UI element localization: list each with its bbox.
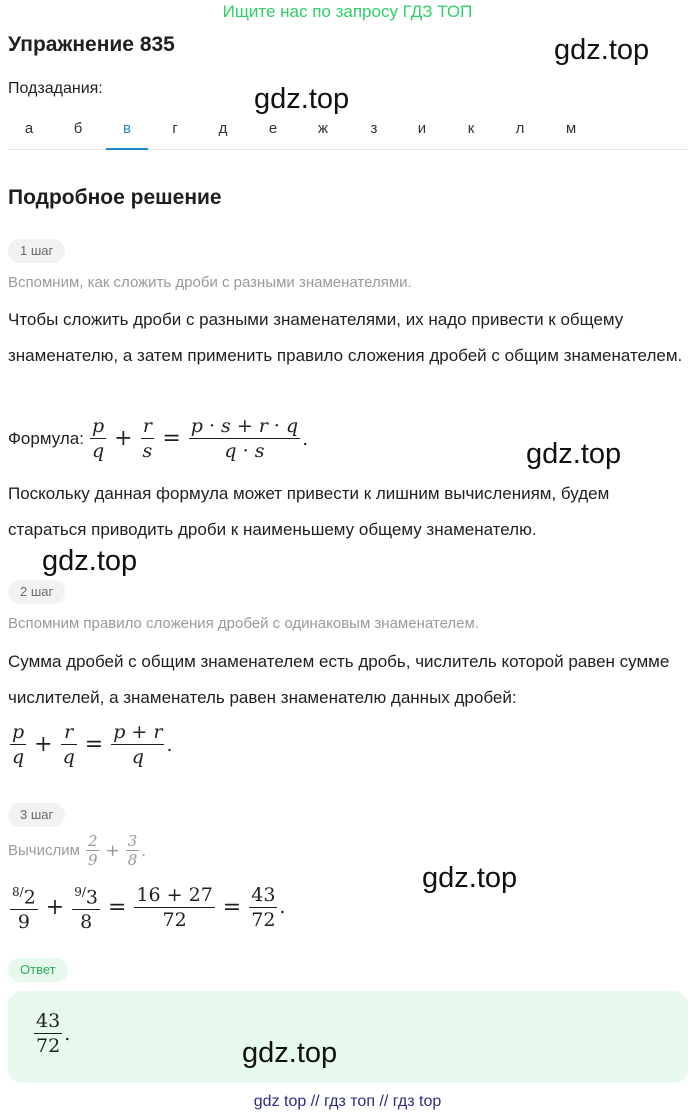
- step-1-text: Чтобы сложить дроби с разными знаменателями, их надо привести к общему знаменателю, а затем применить правило сложения дробей с общим знаменателем.: [8, 310, 683, 365]
- subtasks-label: Подзадания:: [8, 80, 103, 97]
- fraction: [86, 832, 100, 869]
- denominator: 9: [87, 851, 98, 869]
- numerator: 43: [251, 883, 276, 906]
- fraction: [10, 720, 26, 769]
- step-3-badge: 3 шаг: [8, 803, 65, 827]
- denominator: 9: [17, 911, 30, 934]
- step-1-formula: [8, 414, 308, 463]
- numerator: r: [61, 720, 77, 745]
- formula-label: Формула:: [8, 428, 84, 448]
- tab-g[interactable]: г: [172, 120, 178, 137]
- plus-sign: +: [45, 894, 65, 920]
- numerator-value: 3: [85, 886, 98, 909]
- answer-formula: [32, 1009, 70, 1058]
- step-1-note: Поскольку данная формула может привести к лишним вычислениям, будем стараться приводить дроби к наименьшему общему знаменателю.: [8, 484, 610, 539]
- denominator: q: [12, 746, 25, 768]
- equals-sign: =: [84, 732, 104, 757]
- plus-sign: +: [114, 426, 133, 451]
- step-2-text: Сумма дробей с общим знаменателем есть дробь, числитель которой равен сумме числителей, а знаменатель равен знаменателю данных дробей:: [8, 652, 670, 707]
- equals-sign: =: [162, 426, 181, 451]
- hint-formula: [84, 832, 146, 869]
- tab-l[interactable]: л: [515, 120, 525, 137]
- denominator: q · s: [224, 440, 265, 462]
- step-2-badge: 2 шаг: [8, 580, 65, 604]
- search-banner: Ищите нас по запросу ГДЗ ТОП: [222, 2, 473, 21]
- watermark: gdz.top: [42, 545, 138, 577]
- numerator: 3: [127, 832, 138, 850]
- fraction: [61, 720, 77, 769]
- step-1-hint: Вспомним, как сложить дроби с разными знаменателями.: [8, 274, 412, 291]
- fraction: [134, 883, 214, 932]
- plus-sign: +: [105, 840, 120, 861]
- denominator: q: [91, 440, 105, 462]
- denominator: q: [62, 746, 75, 768]
- watermark: gdz.top: [526, 438, 622, 470]
- tab-b[interactable]: б: [73, 120, 83, 137]
- denominator: 72: [162, 908, 187, 931]
- numerator: 2: [87, 832, 98, 850]
- step-3-hint: [8, 832, 146, 869]
- period: .: [141, 841, 147, 860]
- fraction: [249, 883, 277, 932]
- numerator: p: [91, 415, 105, 437]
- numerator: p · s + r · q: [190, 415, 299, 437]
- numerator: p: [12, 721, 25, 743]
- watermark: gdz.top: [242, 1037, 338, 1069]
- fraction: [126, 832, 140, 869]
- step-1-badge: 1 шаг: [8, 239, 65, 263]
- denominator: 72: [251, 908, 276, 931]
- fraction: [90, 414, 106, 463]
- tab-i[interactable]: и: [417, 120, 427, 137]
- subtask-tabs: [8, 110, 688, 150]
- numerator: [10, 880, 38, 910]
- watermark: gdz.top: [554, 34, 650, 66]
- numerator: 16 + 27: [136, 883, 213, 906]
- fraction: [34, 1009, 62, 1058]
- answer-badge: Ответ: [8, 958, 68, 982]
- numerator: p + r: [113, 721, 163, 743]
- tab-m[interactable]: м: [565, 120, 577, 137]
- tab-z[interactable]: з: [370, 120, 378, 137]
- tab-v[interactable]: в: [106, 110, 148, 150]
- equals-sign: =: [108, 894, 127, 920]
- footer-links[interactable]: gdz top // гдз топ // гдз top: [253, 1093, 442, 1110]
- section-title: Подробное решение: [8, 186, 222, 209]
- fraction: [10, 880, 38, 934]
- denominator: 72: [36, 1035, 61, 1057]
- equals-sign: =: [222, 894, 242, 920]
- answer-box: [8, 991, 688, 1083]
- fraction: [141, 414, 155, 463]
- exercise-title: Упражнение 835: [8, 33, 175, 56]
- step-2-formula: [8, 720, 173, 769]
- numerator: 43: [36, 1010, 61, 1032]
- multiplier: 8/: [12, 885, 24, 899]
- numerator: [72, 880, 100, 910]
- denominator: s: [142, 440, 153, 462]
- plus-sign: +: [34, 732, 53, 757]
- period: .: [302, 427, 309, 450]
- step-3-formula: [8, 880, 285, 934]
- tab-zh[interactable]: ж: [317, 120, 329, 137]
- denominator: 8: [80, 911, 93, 934]
- fraction: [189, 414, 300, 463]
- numerator: r: [141, 414, 155, 439]
- watermark: gdz.top: [254, 83, 350, 115]
- fraction: [72, 880, 100, 934]
- multiplier: 9/: [74, 885, 86, 899]
- numerator-value: 2: [23, 886, 36, 909]
- fraction: [111, 720, 164, 769]
- step-2-hint: Вспомним правило сложения дробей с одинаковым знаменателем.: [8, 615, 479, 632]
- tab-d[interactable]: д: [218, 120, 228, 137]
- period: .: [166, 733, 173, 756]
- denominator: 8: [127, 851, 138, 869]
- tab-e[interactable]: е: [268, 120, 278, 137]
- watermark: gdz.top: [422, 862, 518, 894]
- step-3-hint-text: Вычислим: [8, 842, 80, 859]
- tab-k[interactable]: к: [467, 120, 475, 137]
- period: .: [64, 1022, 71, 1045]
- denominator: q: [131, 746, 144, 768]
- period: .: [279, 896, 286, 919]
- tab-a[interactable]: а: [24, 120, 34, 137]
